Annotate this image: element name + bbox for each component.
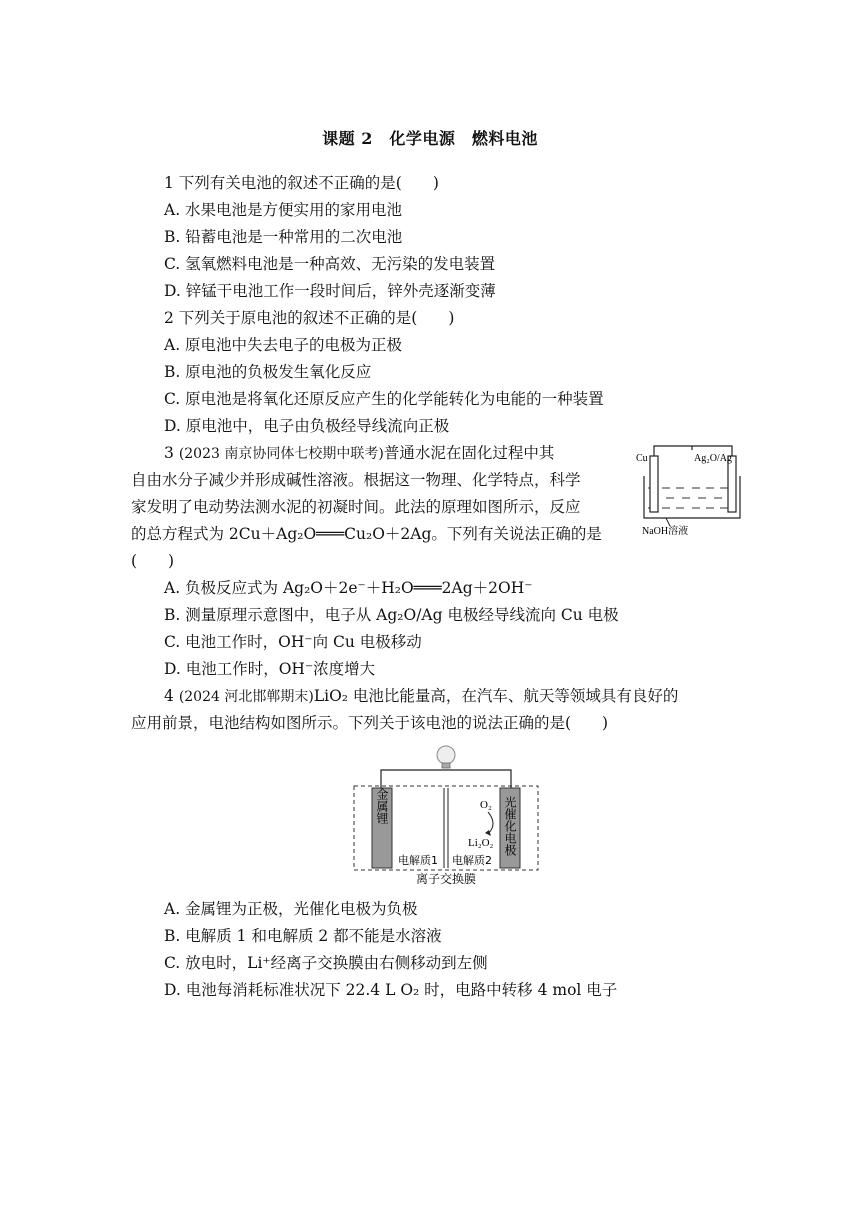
question-3-stem-line-2: 自由水分子减少并形成碱性溶液。根据这一物理、化学特点，科学 (131, 471, 581, 489)
fig2-electrolyte-2-label: 电解质2 (452, 854, 492, 867)
question-1-stem: 1 下列有关电池的叙述不正确的是( ) (164, 174, 439, 192)
question-3-option-b: B. 测量原理示意图中，电子从 Ag₂O/Ag 电极经导线流向 Cu 电极 (164, 606, 619, 624)
fig2-lithium-label: 金属锂 (375, 788, 389, 824)
fig2-membrane-label: 离子交换膜 (415, 872, 477, 886)
question-4-figure (348, 742, 544, 888)
question-4-option-b: B. 电解质 1 和电解质 2 都不能是水溶液 (164, 927, 442, 945)
question-4-stem-line-1 (164, 685, 678, 708)
fig2-li2o2-label: Li₂O₂ (468, 837, 494, 849)
question-4-option-d: D. 电池每消耗标准状况下 22.4 L O₂ 时，电路中转移 4 mol 电子 (164, 981, 618, 999)
question-2-option-a: A. 原电池中失去电子的电极为正极 (164, 336, 403, 354)
fig1-naoh-label: NaOH溶液 (642, 526, 689, 537)
fig2-photocatalytic-label: 光催化电极 (503, 796, 517, 856)
question-4-option-a: A. 金属锂为正极，光催化电极为负极 (164, 900, 418, 918)
question-3-option-d: D. 电池工作时，OH⁻浓度增大 (164, 660, 376, 678)
question-4-stem-text: LiO₂ 电池比能量高，在汽车、航天等领域具有良好的 (313, 687, 679, 705)
question-2-option-d: D. 原电池中，电子由负极经导线流向正极 (164, 417, 450, 435)
question-2-option-b: B. 原电池的负极发生氧化反应 (164, 363, 372, 381)
fig1-leader-line (666, 518, 670, 526)
question-3-stem-line-3: 家发明了电动势法测水泥的初凝时间。此法的原理如图所示，反应 (131, 498, 581, 516)
question-3-option-a: A. 负极反应式为 Ag₂O＋2e⁻＋H₂O═══2Ag＋2OH⁻ (164, 579, 533, 597)
fig1-solution (648, 488, 736, 508)
question-2-option-c: C. 原电池是将氧化还原反应产生的化学能转化为电能的一种装置 (164, 390, 604, 408)
question-1-option-a: A. 水果电池是方便实用的家用电池 (164, 201, 403, 219)
question-4-stem-line-2: 应用前景，电池结构如图所示。下列关于该电池的说法正确的是( ) (131, 714, 609, 732)
fig2-o2-label: O₂ (480, 799, 492, 811)
question-1-option-d: D. 锌锰干电池工作一段时间后，锌外壳逐渐变薄 (164, 282, 496, 300)
fig2-bulb-icon (437, 746, 455, 764)
question-3-source: (2023 南京协同体七校期中联考) (178, 446, 384, 462)
fig2-wire (381, 770, 511, 788)
fig2-electrolyte-1-label: 电解质1 (398, 854, 438, 867)
question-4-number: 4 (164, 687, 174, 705)
question-3-option-c: C. 电池工作时，OH⁻向 Cu 电极移动 (164, 633, 422, 651)
question-4-option-c: C. 放电时，Li⁺经离子交换膜由右侧移动到左侧 (164, 954, 488, 972)
page-title: 课题 2 化学电源 燃料电池 (322, 129, 538, 148)
question-3-stem-line-5: ( ) (131, 552, 175, 570)
question-1-option-b: B. 铅蓄电池是一种常用的二次电池 (164, 228, 403, 246)
question-3-stem-text: 普通水泥在固化过程中其 (383, 444, 555, 462)
question-1-option-c: C. 氢氧燃料电池是一种高效、无污染的发电装置 (164, 255, 496, 273)
question-4-source: (2024 河北邯郸期末) (178, 689, 314, 705)
question-3-stem-line-1 (164, 442, 554, 465)
fig1-ag-label: Ag₂O/Ag (694, 453, 732, 464)
question-2-stem: 2 下列关于原电池的叙述不正确的是( ) (164, 309, 455, 327)
fig1-cu-label: Cu (636, 453, 648, 464)
fig1-ag-electrode (728, 456, 736, 512)
question-3-figure (636, 442, 748, 538)
question-3-number: 3 (164, 444, 174, 462)
question-3-stem-line-4: 的总方程式为 2Cu＋Ag₂O═══Cu₂O＋2Ag。下列有关说法正确的是 (131, 525, 602, 543)
fig1-cu-electrode (650, 456, 658, 512)
